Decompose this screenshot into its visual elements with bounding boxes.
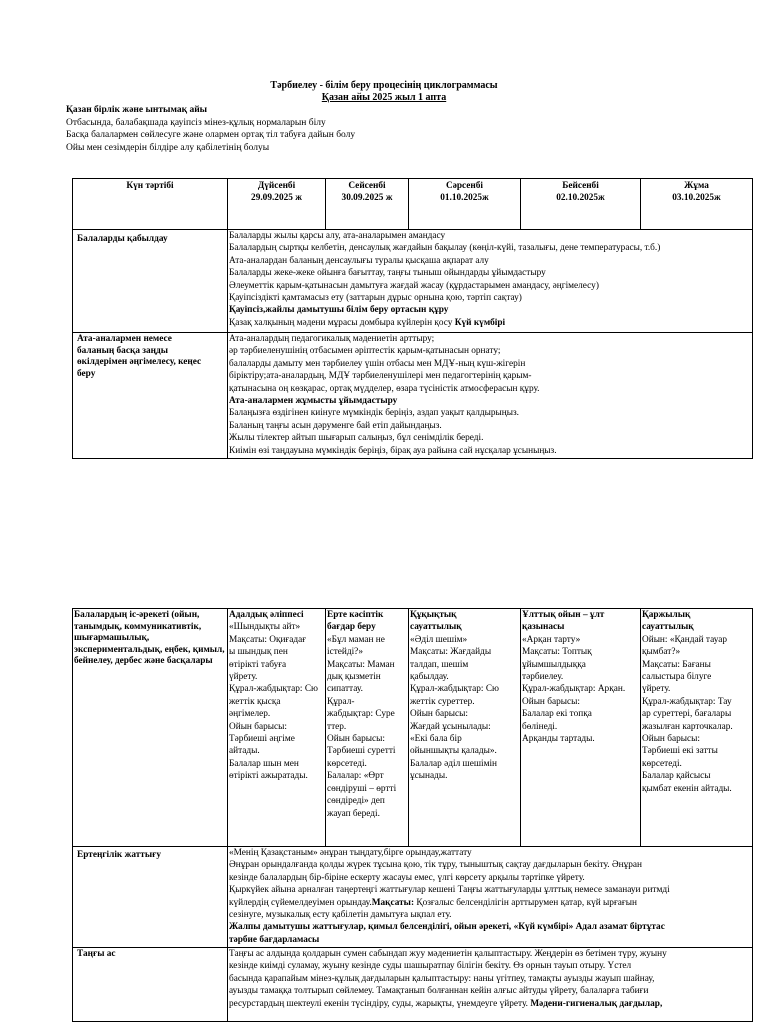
- day-header-tue: Сейсенбі 30.09.2025 ж: [326, 179, 409, 230]
- reception-last-line: Қазақ халқының мәдени мұрасы домбыра күйлерін қосу Күй күмбірі: [229, 317, 506, 328]
- day-header-mon: Дүйсенбі 29.09.2025 ж: [228, 179, 326, 230]
- reception-label: Балаларды қабылдау: [73, 230, 228, 333]
- header-row: [73, 179, 753, 230]
- morning-exercise-label: Ертеңгілік жаттығу: [73, 847, 228, 948]
- activities-label: Балалардың іс-әрекеті (ойын, танымдық, коммуникативтік, шығармашылық, экспериментальдық, еңбек, қимыл, бейнелеу, дербес және басқалары: [73, 609, 228, 847]
- activity-col-tue: Ерте кәсіптік бағдар беру «Бұл маман не істейді?» Мақсаты: Маман дық қызметін сипаттау. Құрал- жабдықтар: Суре ттер. Ойын барысы: Тәрбиеші суретті көрсетеді. Балалар: «Өрт сөндіруші – өртті сөндіреді» деп жауап береді.: [326, 609, 409, 847]
- reception-line: Әлеуметтік қарым-қатынасын дамытуға жағдай жасау (құрдастарымен амандасу, әңгімелесу): [229, 280, 599, 291]
- parents-line: балаларды дамыту мен тәрбиелеу үшін отбасы мен МДҰ-ның күш-жігерін: [229, 358, 526, 369]
- intro-line: Ойы мен сезімдерін білдіре алу қабілетінің болуы: [66, 142, 270, 153]
- reception-line: Ата-аналардан баланың денсаулығы туралы қысқаша ақпарат алу: [229, 255, 489, 266]
- parents-line: Жылы тілектер айтып шығарып салыңыз, бұл сенімділік береді.: [229, 433, 484, 444]
- breakfast-label: Таңғы ас: [73, 948, 228, 1022]
- activities-row: [73, 609, 753, 847]
- week-subtitle: Қазан айы 2025 жыл 1 апта: [321, 92, 447, 103]
- schedule-table: [72, 178, 753, 459]
- parents-row: [73, 333, 753, 459]
- reception-line: Балаларды жеке-жеке ойынға бағыттау, таңғы тыныш ойындарды ұйымдастыру: [229, 268, 546, 279]
- parents-line: Ата-аналардың педагогикалық мәдениетін арттыру;: [229, 334, 435, 344]
- day-header-thu: Бейсенбі 02.10.2025ж: [521, 179, 641, 230]
- reception-bold-line: Қауіпсіз,жайлы дамытушы білім беру ортасын құру: [229, 305, 449, 316]
- parents-line: Балаңызға өздігінен киінуге мүмкіндік беріңіз, аздап уақыт қалдырыңыз.: [229, 408, 519, 419]
- reception-content: [228, 230, 753, 333]
- parents-line: біріктіру;ата-аналардың, МДҰ тәрбиеленушілері мен педагогтерінің қарым-: [229, 371, 532, 382]
- parents-label: Ата-аналармен немесе баланың басқа заңды өкілдерімен әңгімелесу, кеңес беру: [73, 333, 228, 459]
- parents-line: қатынасына оң көзқарас, ортақ мүдделер, өзара түсіністік атмосферасын құру.: [229, 383, 540, 394]
- activities-table: [72, 608, 753, 1022]
- morning-exercise-row: [73, 847, 753, 948]
- breakfast-content: Таңғы ас алдында қолдарын сумен сабындап жуу мәдениетін қалыптастыру. Жеңдерін өз бетімен түру, жуыну кезінде киімді суламау, жуыну кезінде суды шашыратпау білігін бекіту. Өз орнын тауып отыру. Үстел басында қарапайым мінез-құлық дағдыларын қалыптастыру: наны үгітпеу, тамақты ауызды жауып шайнау, ауызды тамаққа толтырып сөйлемеу. Тамақтанып болғаннан кейін алғыс айтуды үйрету, балаларға табиғи ресурстардың шектеулі екенін түсіндіру, суды, жарықты, үнемдеуге үйрету. Мәдени-гигиеналық дағдылар,: [228, 948, 753, 1022]
- morning-exercise-content: «Менің Қазақстаным» әнұран тыңдату,бірге орындау,жаттату Әнұран орындалғанда қолды жүрек тұсына қою, тік тұру, тыныштық сақтау дағдыларын бекіту. Әнұран кезінде балалардың бір-біріне ескерту жасауы емес, үлгі көрсету арқылы тәртіпке үйрету. Қыркүйек айына арналған таңертеңгі жаттығулар кешені Таңғы жаттығуларды ұлттық немесе заманауи ритмді күйлердің сүйемелдеуімен орындау.Мақсаты: Қозғалыс белсенділігін арттырумен қатар, күй ырғағын сезінуге, музыкалық есту қабілетін дамытуға ықпал ету. Жалпы дамытушы жаттығулар, қимыл белсенділігі, ойын әрекеті, «Күй күмбірі» Адал азамат біртұтас тәрбие бағдарламасы: [228, 847, 753, 948]
- reception-line: Балалардың сыртқы келбетін, денсаулық жағдайын бақылау (көңіл-күйі, тазалығы, дене температурасы, т.б.): [229, 243, 661, 254]
- day-header-wed: Сәрсенбі 01.10.2025ж: [409, 179, 521, 230]
- parents-line: әр тәрбиеленушінің отбасымен әріптестік қарым-қатынасын орнату;: [229, 346, 501, 357]
- intro-line: Басқа балалармен сөйлесуге және олармен ортақ тіл табуға дайын болу: [66, 130, 356, 140]
- activity-col-thu: Ұлттық ойын – ұлт қазынасы «Арқан тарту» Мақсаты: Топтық ұйымшылдыққа тәрбиелеу. Құрал-жабдықтар: Арқан. Ойын барысы: Балалар екі топқа бөлінеді. Арқанды тартады.: [521, 609, 641, 847]
- day-header-fri: Жұма 03.10.2025ж: [641, 179, 753, 230]
- activity-col-wed: Құқықтық сауаттылық «Әділ шешім» Мақсаты: Жағдайды талдап, шешім қабылдау. Құрал-жабдықтар: Сю жеттік суреттер. Ойын барысы: Жағдай ұсынылады: «Екі бала бір ойыншықты қалады». Балалар әділ шешімін ұсынады.: [409, 609, 521, 847]
- breakfast-row: [73, 948, 753, 1022]
- parents-content: [228, 333, 753, 459]
- header-label: Күн тәртібі: [73, 179, 228, 230]
- month-theme: Қазан бірлік және ынтымақ айы: [66, 105, 208, 115]
- reception-row: [73, 230, 753, 333]
- parents-bold-line: Ата-аналармен жұмысты ұйымдастыру: [229, 396, 398, 407]
- document-title: Тәрбиелеу - білім беру процесінің циклограммасы: [270, 80, 498, 91]
- intro-block: [66, 104, 355, 154]
- intro-line: Отбасында, балабақшада қауіпсіз мінез-құлық нормаларын білу: [66, 117, 326, 128]
- reception-line: Қауіпсіздікті қамтамасыз ету (заттарын дұрыс орнына қою, тәртіп сақтау): [229, 293, 522, 304]
- activity-col-fri: Қаржылық сауаттылық Ойын: «Қандай тауар қымбат?» Мақсаты: Бағаны салыстыра білуге үйрету. Құрал-жабдықтар: Тау ар суреттері, бағалары жазылған карточкалар. Ойын барысы: Тәрбиеші екі затты көрсетеді. Балалар қайсысы қымбат екенін айтады.: [641, 609, 753, 847]
- reception-line: Балаларды жылы қарсы алу, ата-аналарымен амандасу: [229, 231, 446, 241]
- parents-line: Баланың таңғы асын дәруменге бай етіп дайындаңыз.: [229, 420, 442, 431]
- parents-line: Киімін өзі таңдауына мүмкіндік беріңіз, бірақ ауа райына сай нұсқалар ұсыныңыз.: [229, 445, 557, 456]
- activity-col-mon: Адалдық әліппесі «Шындықты айт» Мақсаты: Оқиғадағ ы шындық пен өтірікті табуға үйрету. Құрал-жабдықтар: Сю жеттік қысқа әңгімелер. Ойын барысы: Тәрбиеші әңгіме айтады. Балалар шын мен өтірікті ажыратады.: [228, 609, 326, 847]
